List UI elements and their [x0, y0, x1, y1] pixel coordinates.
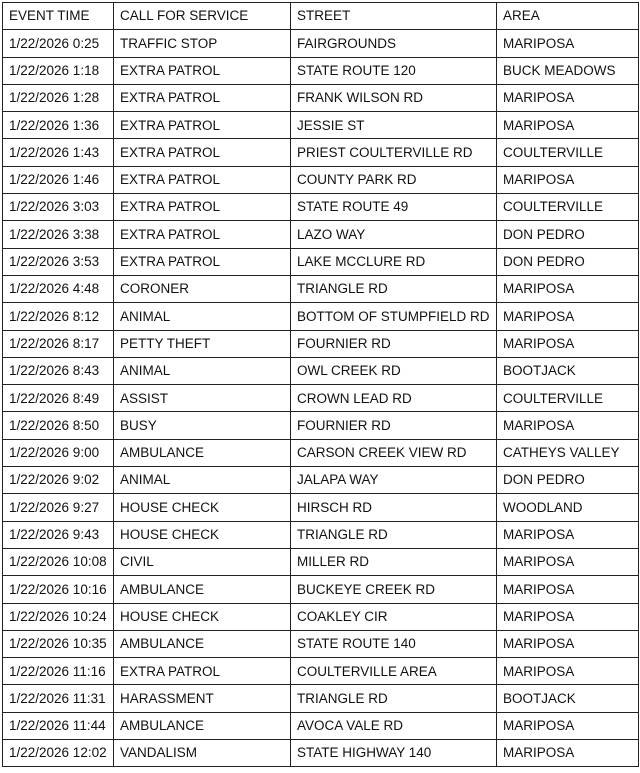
cell-call-for-service: EXTRA PATROL: [114, 112, 291, 139]
cell-call-for-service: ASSIST: [114, 385, 291, 412]
table-row: [3, 576, 639, 603]
cell-call-for-service: EXTRA PATROL: [114, 84, 291, 111]
table-row: [3, 221, 639, 248]
cell-street: AVOCA VALE RD: [291, 712, 497, 739]
cell-street: FOURNIER RD: [291, 412, 497, 439]
cell-call-for-service: CIVIL: [114, 548, 291, 575]
cell-street: HIRSCH RD: [291, 494, 497, 521]
cell-area: CATHEYS VALLEY: [497, 439, 639, 466]
cell-event-time: 1/22/2026 3:53: [3, 248, 114, 275]
table-row: [3, 548, 639, 575]
cell-street: COULTERVILLE AREA: [291, 658, 497, 685]
table-row: [3, 194, 639, 221]
table-row: [3, 139, 639, 166]
cell-street: OWL CREEK RD: [291, 357, 497, 384]
cell-event-time: 1/22/2026 10:35: [3, 630, 114, 657]
cell-street: TRIANGLE RD: [291, 275, 497, 302]
table-row: [3, 603, 639, 630]
cell-event-time: 1/22/2026 9:02: [3, 467, 114, 494]
table-row: [3, 412, 639, 439]
cell-event-time: 1/22/2026 8:50: [3, 412, 114, 439]
cell-event-time: 1/22/2026 1:28: [3, 84, 114, 111]
cell-street: JALAPA WAY: [291, 467, 497, 494]
table-body: [3, 30, 639, 767]
cell-area: MARIPOSA: [497, 658, 639, 685]
cell-area: MARIPOSA: [497, 303, 639, 330]
cell-call-for-service: EXTRA PATROL: [114, 194, 291, 221]
cell-call-for-service: BUSY: [114, 412, 291, 439]
cell-event-time: 1/22/2026 0:25: [3, 30, 114, 57]
table-row: [3, 494, 639, 521]
table-row: [3, 658, 639, 685]
cell-street: STATE HIGHWAY 140: [291, 740, 497, 767]
table-row: [3, 166, 639, 193]
cell-street: JESSIE ST: [291, 112, 497, 139]
cell-event-time: 1/22/2026 11:31: [3, 685, 114, 712]
cell-area: COULTERVILLE: [497, 194, 639, 221]
cell-area: MARIPOSA: [497, 330, 639, 357]
cell-area: MARIPOSA: [497, 712, 639, 739]
cell-area: MARIPOSA: [497, 576, 639, 603]
cell-street: MILLER RD: [291, 548, 497, 575]
cell-area: MARIPOSA: [497, 630, 639, 657]
cell-call-for-service: ANIMAL: [114, 357, 291, 384]
cell-call-for-service: EXTRA PATROL: [114, 166, 291, 193]
cell-street: FAIRGROUNDS: [291, 30, 497, 57]
cell-area: MARIPOSA: [497, 521, 639, 548]
cell-event-time: 1/22/2026 12:02: [3, 740, 114, 767]
cell-event-time: 1/22/2026 10:16: [3, 576, 114, 603]
cell-event-time: 1/22/2026 8:12: [3, 303, 114, 330]
cell-area: BOOTJACK: [497, 357, 639, 384]
cell-street: BUCKEYE CREEK RD: [291, 576, 497, 603]
table-row: [3, 303, 639, 330]
cell-street: STATE ROUTE 49: [291, 194, 497, 221]
cell-call-for-service: EXTRA PATROL: [114, 57, 291, 84]
cell-call-for-service: HOUSE CHECK: [114, 521, 291, 548]
cell-street: FRANK WILSON RD: [291, 84, 497, 111]
cell-event-time: 1/22/2026 10:08: [3, 548, 114, 575]
cell-street: PRIEST COULTERVILLE RD: [291, 139, 497, 166]
cell-call-for-service: EXTRA PATROL: [114, 139, 291, 166]
cell-street: TRIANGLE RD: [291, 521, 497, 548]
call-log-table: [2, 2, 639, 767]
cell-area: COULTERVILLE: [497, 385, 639, 412]
table-row: [3, 685, 639, 712]
cell-area: DON PEDRO: [497, 248, 639, 275]
cell-area: MARIPOSA: [497, 84, 639, 111]
cell-event-time: 1/22/2026 9:27: [3, 494, 114, 521]
table-row: [3, 521, 639, 548]
cell-area: BOOTJACK: [497, 685, 639, 712]
cell-street: COAKLEY CIR: [291, 603, 497, 630]
table-row: [3, 385, 639, 412]
cell-area: WOODLAND: [497, 494, 639, 521]
table-row: [3, 467, 639, 494]
cell-street: CARSON CREEK VIEW RD: [291, 439, 497, 466]
cell-event-time: 1/22/2026 1:46: [3, 166, 114, 193]
cell-call-for-service: ANIMAL: [114, 467, 291, 494]
cell-area: MARIPOSA: [497, 740, 639, 767]
cell-call-for-service: CORONER: [114, 275, 291, 302]
table-row: [3, 248, 639, 275]
cell-call-for-service: VANDALISM: [114, 740, 291, 767]
table-row: [3, 84, 639, 111]
cell-area: MARIPOSA: [497, 548, 639, 575]
cell-area: DON PEDRO: [497, 467, 639, 494]
cell-call-for-service: ANIMAL: [114, 303, 291, 330]
cell-call-for-service: TRAFFIC STOP: [114, 30, 291, 57]
cell-call-for-service: HOUSE CHECK: [114, 494, 291, 521]
cell-area: MARIPOSA: [497, 412, 639, 439]
cell-street: CROWN LEAD RD: [291, 385, 497, 412]
cell-street: COUNTY PARK RD: [291, 166, 497, 193]
cell-event-time: 1/22/2026 8:17: [3, 330, 114, 357]
cell-call-for-service: HOUSE CHECK: [114, 603, 291, 630]
cell-call-for-service: PETTY THEFT: [114, 330, 291, 357]
cell-event-time: 1/22/2026 8:43: [3, 357, 114, 384]
cell-event-time: 1/22/2026 1:43: [3, 139, 114, 166]
cell-event-time: 1/22/2026 4:48: [3, 275, 114, 302]
cell-call-for-service: AMBULANCE: [114, 630, 291, 657]
cell-area: MARIPOSA: [497, 112, 639, 139]
cell-event-time: 1/22/2026 11:16: [3, 658, 114, 685]
cell-area: MARIPOSA: [497, 30, 639, 57]
cell-area: DON PEDRO: [497, 221, 639, 248]
table-row: [3, 439, 639, 466]
cell-area: MARIPOSA: [497, 275, 639, 302]
cell-street: LAKE MCCLURE RD: [291, 248, 497, 275]
cell-call-for-service: EXTRA PATROL: [114, 248, 291, 275]
cell-event-time: 1/22/2026 1:36: [3, 112, 114, 139]
table-row: [3, 275, 639, 302]
cell-event-time: 1/22/2026 9:43: [3, 521, 114, 548]
table-row: [3, 712, 639, 739]
cell-street: TRIANGLE RD: [291, 685, 497, 712]
cell-call-for-service: EXTRA PATROL: [114, 221, 291, 248]
table-row: [3, 357, 639, 384]
cell-street: STATE ROUTE 120: [291, 57, 497, 84]
cell-call-for-service: AMBULANCE: [114, 576, 291, 603]
cell-area: MARIPOSA: [497, 166, 639, 193]
cell-event-time: 1/22/2026 8:49: [3, 385, 114, 412]
cell-call-for-service: EXTRA PATROL: [114, 658, 291, 685]
table-row: [3, 740, 639, 767]
header-street: STREET: [291, 3, 497, 30]
cell-event-time: 1/22/2026 3:38: [3, 221, 114, 248]
table-row: [3, 630, 639, 657]
cell-call-for-service: HARASSMENT: [114, 685, 291, 712]
cell-call-for-service: AMBULANCE: [114, 439, 291, 466]
cell-street: FOURNIER RD: [291, 330, 497, 357]
cell-area: COULTERVILLE: [497, 139, 639, 166]
cell-event-time: 1/22/2026 10:24: [3, 603, 114, 630]
cell-area: MARIPOSA: [497, 603, 639, 630]
header-area: AREA: [497, 3, 639, 30]
table-row: [3, 112, 639, 139]
header-row: [3, 3, 639, 30]
cell-street: BOTTOM OF STUMPFIELD RD: [291, 303, 497, 330]
cell-event-time: 1/22/2026 3:03: [3, 194, 114, 221]
cell-event-time: 1/22/2026 11:44: [3, 712, 114, 739]
header-call-for-service: CALL FOR SERVICE: [114, 3, 291, 30]
table-row: [3, 30, 639, 57]
cell-event-time: 1/22/2026 9:00: [3, 439, 114, 466]
table-row: [3, 330, 639, 357]
cell-call-for-service: AMBULANCE: [114, 712, 291, 739]
cell-street: LAZO WAY: [291, 221, 497, 248]
cell-area: BUCK MEADOWS: [497, 57, 639, 84]
cell-street: STATE ROUTE 140: [291, 630, 497, 657]
cell-event-time: 1/22/2026 1:18: [3, 57, 114, 84]
header-event-time: EVENT TIME: [3, 3, 114, 30]
table-row: [3, 57, 639, 84]
